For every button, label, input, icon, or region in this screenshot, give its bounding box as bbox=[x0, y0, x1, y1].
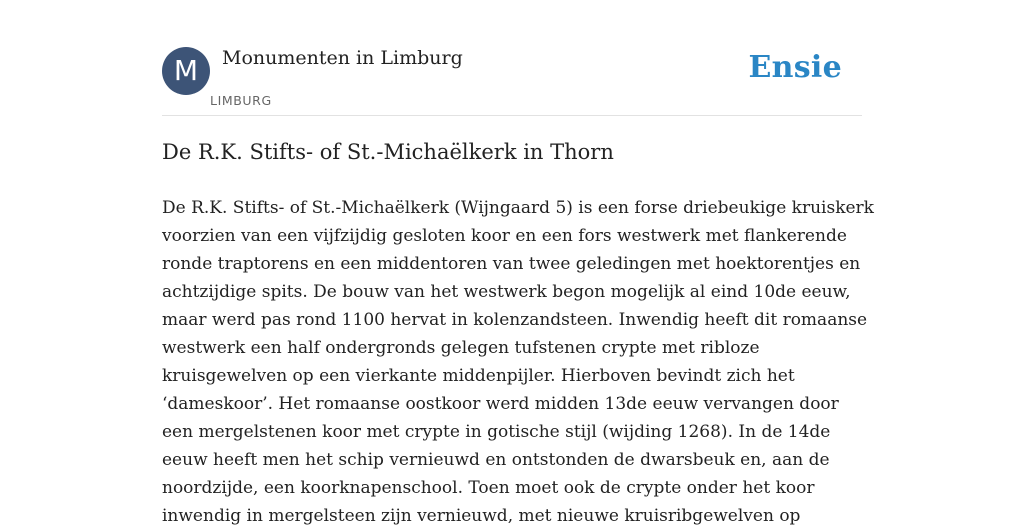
body-line: westwerk een half ondergronds gelegen tufstenen crypte met ribloze bbox=[162, 338, 760, 358]
divider bbox=[162, 115, 862, 116]
article-body bbox=[162, 194, 874, 530]
body-line: De R.K. Stifts- of St.-Michaëlkerk (Wijngaard 5) is een forse driebeukige kruiskerk bbox=[162, 198, 874, 218]
body-line: ‘dameskoor’. Het romaanse oostkoor werd midden 13de eeuw vervangen door bbox=[162, 394, 839, 414]
header bbox=[162, 46, 862, 116]
body-line: achtzijdige spits. De bouw van het westwerk begon mogelijk al eind 10de eeuw, bbox=[162, 282, 851, 302]
body-line: eeuw heeft men het schip vernieuwd en ontstonden de dwarsbeuk en, aan de bbox=[162, 450, 830, 470]
body-line: een mergelstenen koor met crypte in gotische stijl (wijding 1268). In de 14de bbox=[162, 422, 831, 442]
book-title[interactable]: Monumenten in Limburg bbox=[222, 47, 463, 69]
body-line: ronde traptorens en een middentoren van twee geledingen met hoektorentjes en bbox=[162, 254, 861, 274]
brand-logo[interactable]: Ensie bbox=[748, 50, 842, 85]
body-line: inwendig in mergelsteen zijn vernieuwd, met nieuwe kruisribgewelven op bbox=[162, 506, 801, 526]
article-title: De R.K. Stifts- of St.-Michaëlkerk in Thorn bbox=[162, 140, 614, 164]
body-line: kruisgewelven op een vierkante middenpijler. Hierboven bevindt zich het bbox=[162, 366, 795, 386]
avatar[interactable]: M bbox=[162, 47, 210, 95]
body-line: noordzijde, een koorknapenschool. Toen moet ook de crypte onder het koor bbox=[162, 478, 815, 498]
body-line: voorzien van een vijfzijdig gesloten koor en een fors westwerk met flankerende bbox=[162, 226, 847, 246]
body-line: maar werd pas rond 1100 hervat in kolenzandsteen. Inwendig heeft dit romaanse bbox=[162, 310, 868, 330]
category-label[interactable]: LIMBURG bbox=[210, 93, 272, 108]
